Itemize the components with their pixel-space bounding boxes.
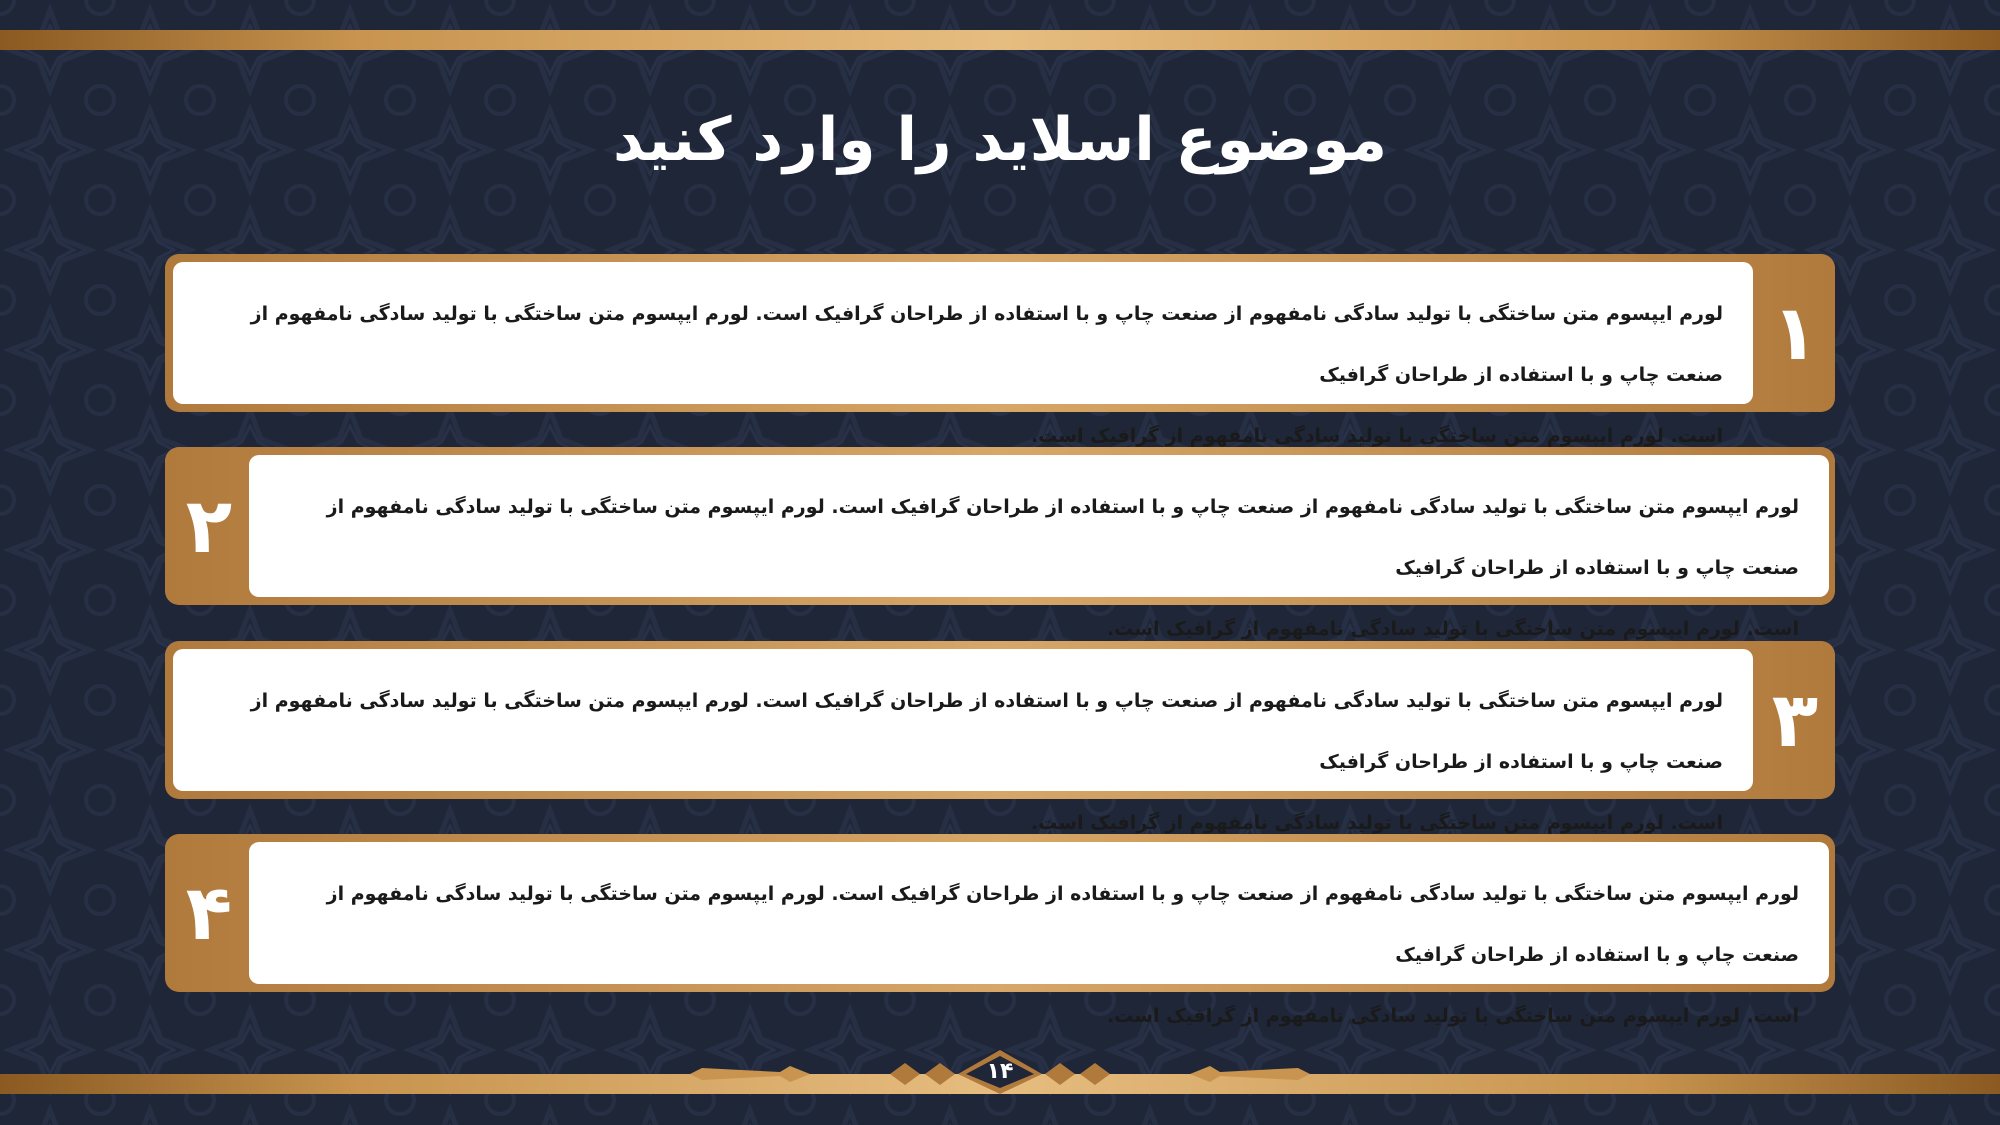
- list-item-card: [173, 649, 1753, 834]
- list-item-card: [249, 842, 1829, 1027]
- list-item-number: ۳: [1771, 675, 1819, 764]
- list-item-text-line-1: لورم ایپسوم متن ساختگی با تولید سادگی نامفهوم از صنعت چاپ و با استفاده از طراحان گرافیک است. لورم ایپسوم متن ساختگی با تولید سادگی نامفهوم از صنعت چاپ و با استفاده از طراحان گرافیک: [326, 883, 1799, 966]
- list-item-2: [165, 447, 1835, 640]
- list-item-text-line-2: است. لورم ایپسوم متن ساختگی با تولید سادگی نامفهوم از گرافیک است.: [1106, 618, 1799, 640]
- slide-title: موضوع اسلاید را وارد کنید: [612, 105, 1388, 175]
- list-item-text-line-1: لورم ایپسوم متن ساختگی با تولید سادگی نامفهوم از صنعت چاپ و با استفاده از طراحان گرافیک است. لورم ایپسوم متن ساختگی با تولید سادگی نامفهوم از صنعت چاپ و با استفاده از طراحان گرافیک: [250, 303, 1723, 386]
- list-item-text-line-2: است. لورم ایپسوم متن ساختگی با تولید سادگی نامفهوم از گرافیک است.: [1030, 812, 1723, 834]
- top-gold-band: [0, 30, 2000, 50]
- list-item-text-line-1: لورم ایپسوم متن ساختگی با تولید سادگی نامفهوم از صنعت چاپ و با استفاده از طراحان گرافیک است. لورم ایپسوم متن ساختگی با تولید سادگی نامفهوم از صنعت چاپ و با استفاده از طراحان گرافیک: [326, 496, 1799, 579]
- list-item-3: [165, 641, 1835, 834]
- page-number: ۱۴: [986, 1059, 1014, 1084]
- list-item-card: [173, 262, 1753, 447]
- list-item-text-line-1: لورم ایپسوم متن ساختگی با تولید سادگی نامفهوم از صنعت چاپ و با استفاده از طراحان گرافیک است. لورم ایپسوم متن ساختگی با تولید سادگی نامفهوم از صنعت چاپ و با استفاده از طراحان گرافیک: [250, 690, 1723, 773]
- list-item-number: ۲: [185, 481, 233, 570]
- list-item-text-line-2: است. لورم ایپسوم متن ساختگی با تولید سادگی نامفهوم از گرافیک است.: [1106, 1005, 1799, 1027]
- list-item-number: ۴: [185, 868, 233, 957]
- list-item-1: [165, 254, 1835, 447]
- list-item-text-line-2: است. لورم ایپسوم متن ساختگی با تولید سادگی نامفهوم از گرافیک است.: [1030, 425, 1723, 447]
- list-item-4: [165, 834, 1835, 1027]
- list-item-card: [249, 455, 1829, 640]
- list-item-number: ۱: [1771, 288, 1819, 377]
